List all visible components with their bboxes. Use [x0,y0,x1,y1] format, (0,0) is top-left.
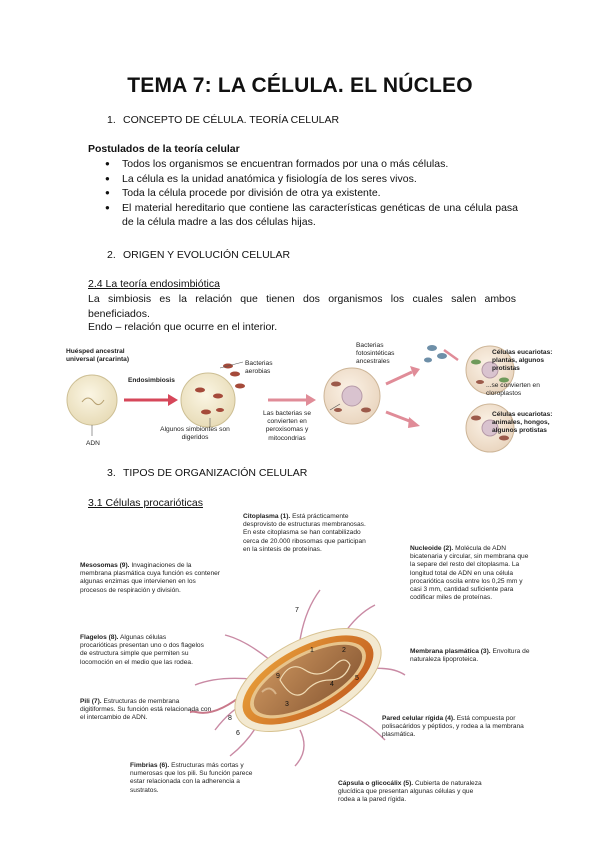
postulados-heading: Postulados de la teoría celular [88,143,240,155]
label-number: 7 [295,607,299,614]
cell-with-bacteria [181,373,235,427]
label-number: 2 [342,647,346,654]
label-number: 3 [285,701,289,708]
bacterias-aerobias-label: Bacterias aerobias [245,360,273,376]
postulados-list [88,157,518,230]
fotosinteticas-label: Bacterias fotosintéticas ancestrales [356,342,395,366]
label-number: 4 [330,681,334,688]
list-item: ● El material hereditario que contiene las características genéticas de una célula pasa de la célula madre a las dos células hijas. [88,201,518,230]
cloroplastos-label: ...se convierten en cloroplastos [486,382,540,398]
endosimbiosis-label: Endosimbiosis [128,377,175,384]
simbiontes-label: Algunos simbiontes son digeridos [160,426,230,442]
subsection-2-4-heading: 2.4 La teoría endosimbiótica [88,278,220,290]
section-2-number: 2. [107,249,116,261]
subsection-3-1-heading: 3.1 Células procarióticas [88,497,203,509]
section-3-heading: TIPOS DE ORGANIZACIÓN CELULAR [123,467,308,479]
label-number: 1 [310,647,314,654]
eucariotas-plantas-label: Células eucariotas: plantas, algunos protistas [492,349,553,373]
callout-nucleoide: Nucleoide (2). Molécula de ADN bicatenaria y circular, sin membrana que la separe del resto del citoplasma. La longitud total de ADN en una célula procariótica oscila entre los 0,25 mm y casi 3 mm, cantidad suficiente para codificar miles de proteínas. [410,545,529,602]
convierten-label: Las bacterias se convierten en peroxisomas y mitocondrias [262,410,311,442]
eucariotas-animales-label: Células eucariotas: animales, hongos, algunos protistas [492,411,553,435]
section-2-heading: ORIGEN Y EVOLUCIÓN CELULAR [123,249,291,261]
callout-capsula: Cápsula o glicocálix (5). Cubierta de naturaleza glucídica que presentan algunas células y que rodea a la pared rígida. [338,780,482,804]
list-item: ● Toda la célula procede por división de otra ya existente. [88,186,518,201]
callout-fimbrias: Fimbrias (6). Estructuras más cortas y numerosas que los pili. Su función parece estar relacionada con la adherencia a sustratos. [130,762,253,794]
label-number: 8 [228,715,232,722]
page-title: TEMA 7: LA CÉLULA. EL NÚCLEO [127,74,473,97]
host-label: Huésped ancestral universal (arcarinta) [66,348,130,364]
section-3-number: 3. [107,467,116,479]
section-1-number: 1. [107,114,116,126]
endo-paragraph: Endo – relación que ocurre en el interior. [88,321,278,333]
callout-pili: Pili (7). Estructuras de membrana digitiformes. Su función está relacionada con el intercambio de ADN. [80,698,212,722]
list-item: ● La célula es la unidad anatómica y fisiología de los seres vivos. [88,172,518,187]
callout-membrana: Membrana plasmática (3). Envoltura de naturaleza lipoproteica. [410,648,530,664]
adn-label: ADN [86,440,100,447]
label-number: 9 [276,673,280,680]
label-number: 5 [355,675,359,682]
callout-citoplasma: Citoplasma (1). Está prácticamente desprovisto de estructuras membranosas. En este citoplasma se han contabilizado cerca de 20.000 ribosomas que participan en la síntesis de proteínas. [243,513,366,553]
callout-flagelos: Flagelos (8). Algunas células procarióticas presentan uno o dos flagelos de estructura simple que permiten su locomoción en el medio que las rodea. [80,634,204,666]
section-1-heading: CONCEPTO DE CÉLULA. TEORÍA CELULAR [123,114,340,126]
simbiosis-paragraph: La simbiosis es la relación que tienen dos organismos los cuales salen ambos beneficiados. [88,293,516,320]
prokaryote-figure [190,580,410,770]
callout-mesosomas: Mesosomas (9). Invaginaciones de la membrana plasmática cuya función es contener algunas enzimas que intervienen en los procesos de respiración y división. [80,562,221,594]
list-item: ● Todos los organismos se encuentran formados por una o más células. [88,157,518,172]
label-number: 6 [236,730,240,737]
callout-pared: Pared celular rígida (4). Está compuesta por polisacáridos y péptidos, y rodea a la membrana plasmática. [382,715,524,739]
